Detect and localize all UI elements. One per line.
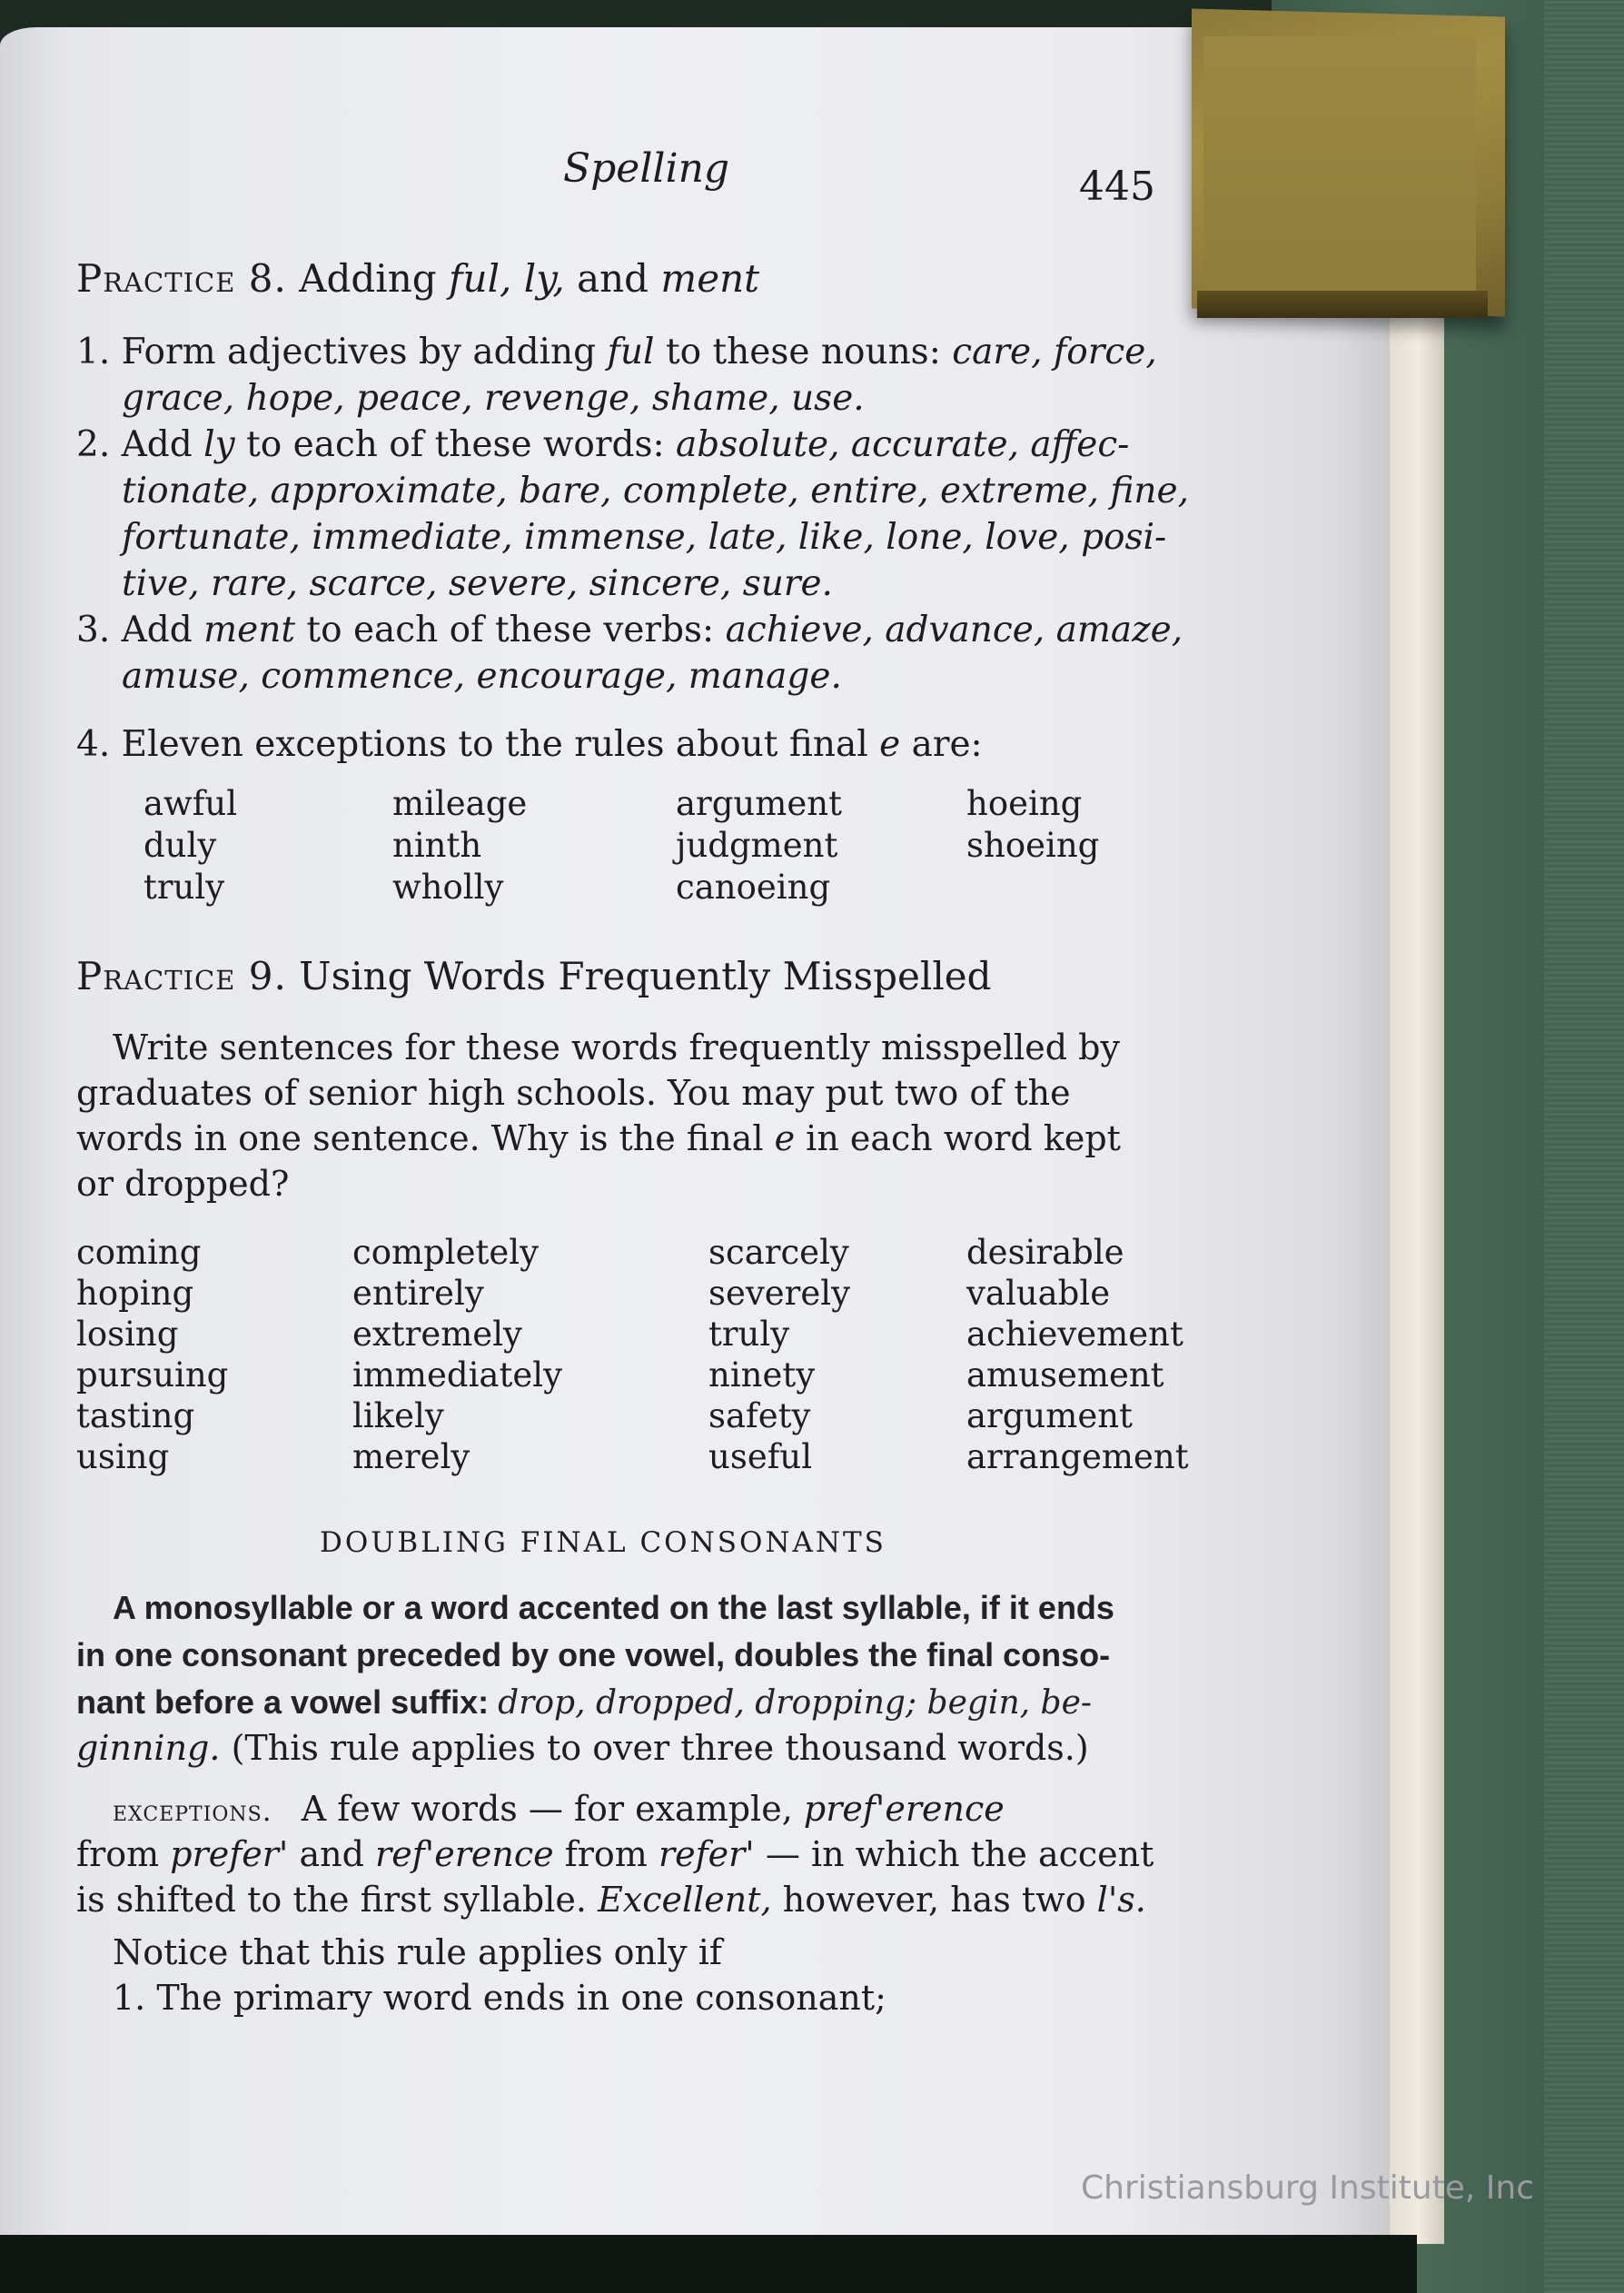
practice-9-intro-line-4: or dropped? — [76, 1164, 290, 1204]
item-text: to each of these words: — [246, 424, 665, 465]
exceptions-line-2 — [76, 1831, 1154, 1877]
exceptions-word: Excellent, — [598, 1880, 772, 1920]
practice-8-title-and: and — [577, 256, 649, 301]
practice-9-title: Using Words Frequently Misspelled — [299, 954, 992, 998]
exceptions-text: from — [564, 1834, 648, 1874]
notice-line: Notice that this rule applies only if — [113, 1932, 722, 1972]
list-item: coming — [76, 1233, 202, 1272]
exceptions-label: exceptions. — [113, 1795, 272, 1828]
condition-1: 1. The primary word ends in one consonant; — [113, 1978, 886, 2018]
exceptions-word: ref'erence — [375, 1834, 554, 1874]
list-item: likely — [352, 1396, 444, 1435]
item-suffix: ment — [203, 610, 295, 650]
practice-8-item-3-line-1 — [76, 607, 1183, 653]
practice-8-title-word: ful, — [449, 256, 512, 301]
rule-line-4 — [76, 1725, 1089, 1771]
exceptions-word: pref'erence — [803, 1789, 1005, 1829]
practice-9-intro-line-3 — [76, 1116, 1121, 1161]
list-item: truly — [708, 1315, 790, 1354]
rule-examples: drop, dropped, dropping; begin, be- — [498, 1684, 1093, 1722]
list-item: desirable — [966, 1233, 1124, 1272]
practice-8-label: Practice 8. — [76, 256, 287, 301]
item-text: to each of these verbs: — [306, 610, 715, 650]
list-item: scarcely — [708, 1233, 849, 1272]
list-item: wholly — [392, 868, 504, 907]
item-number: 2. — [76, 424, 111, 465]
item-suffix: ful — [607, 332, 655, 372]
rule-note: (This rule applies to over three thousand words.) — [231, 1728, 1089, 1768]
practice-8-item-1-line-2: grace, hope, peace, revenge, shame, use. — [122, 378, 865, 419]
rule-text: nant before a vowel suffix: — [76, 1683, 490, 1721]
list-item: merely — [352, 1437, 470, 1476]
rule-line-2: in one consonant preceded by one vowel, doubles the final conso- — [76, 1636, 1111, 1673]
practice-9-heading — [76, 954, 992, 998]
practice-9-label: Practice 9. — [76, 954, 287, 998]
list-item: tasting — [76, 1396, 195, 1435]
item-text: Form adjectives by adding — [121, 332, 597, 372]
practice-9-intro-line-1: Write sentences for these words frequently misspelled by — [113, 1027, 1120, 1067]
item-suffix: ly — [203, 424, 235, 465]
practice-8-item-1-line-1 — [76, 329, 1157, 375]
list-item: pursuing — [76, 1355, 229, 1395]
item-text: Add — [121, 610, 193, 650]
list-item: entirely — [352, 1274, 484, 1313]
list-item: ninth — [392, 826, 482, 865]
section-heading: DOUBLING FINAL CONSONANTS — [320, 1526, 886, 1559]
exceptions-text: — in which the accent — [765, 1834, 1154, 1874]
practice-9-intro-line-2: graduates of senior high schools. You may put two of the — [76, 1073, 1071, 1113]
page-number: 445 — [1079, 164, 1155, 210]
intro-letter: e — [774, 1118, 796, 1158]
rule-line-1: A monosyllable or a word accented on the last syllable, if it ends — [113, 1589, 1114, 1626]
item-number: 4. — [76, 724, 111, 765]
item-words: absolute, accurate, affec- — [676, 424, 1130, 465]
list-item: valuable — [966, 1274, 1111, 1313]
list-item: ninety — [708, 1355, 816, 1395]
exceptions-line-3 — [76, 1877, 1146, 1922]
list-item: shoeing — [966, 826, 1100, 865]
list-item: mileage — [392, 784, 528, 823]
running-head: Spelling — [563, 145, 730, 192]
list-item: losing — [76, 1315, 179, 1354]
list-item: truly — [144, 868, 225, 907]
list-item: canoeing — [676, 868, 831, 907]
list-item: extremely — [352, 1315, 522, 1354]
item-text: Eleven exceptions to the rules about final — [121, 724, 868, 765]
list-item: argument — [966, 1396, 1133, 1435]
practice-8-item-2-line-3: fortunate, immediate, immense, late, like, lone, love, posi- — [122, 517, 1167, 558]
exceptions-text: from — [76, 1834, 160, 1874]
item-text: Add — [121, 424, 193, 465]
list-item: useful — [708, 1437, 813, 1476]
exceptions-text: is shifted to the first syllable. — [76, 1880, 587, 1920]
rule-example: ginning. — [76, 1728, 221, 1768]
list-item: severely — [708, 1274, 851, 1313]
list-item: amusement — [966, 1355, 1164, 1395]
list-item: immediately — [352, 1355, 562, 1395]
practice-8-title-word: ly, — [523, 256, 565, 301]
item-text: are: — [911, 724, 983, 765]
list-item: arrangement — [966, 1437, 1189, 1476]
exceptions-text: and — [299, 1834, 364, 1874]
intro-text: words in one sentence. Why is the final — [76, 1118, 764, 1158]
exceptions-word: refer' — [658, 1834, 755, 1874]
item-words: achieve, advance, amaze, — [725, 610, 1183, 650]
practice-8-item-4 — [76, 721, 983, 768]
item-number: 1. — [76, 332, 111, 372]
list-item: achievement — [966, 1315, 1183, 1354]
exceptions-text: A few words — for example, — [301, 1789, 793, 1829]
practice-8-title-prefix: Adding — [299, 256, 437, 301]
list-item: hoeing — [966, 784, 1083, 823]
item-words: care, force, — [952, 332, 1157, 372]
exceptions-word: l's. — [1096, 1880, 1146, 1920]
item-text: to these nouns: — [665, 332, 941, 372]
list-item: awful — [144, 784, 238, 823]
exceptions-line-1 — [113, 1786, 1005, 1834]
list-item: duly — [144, 826, 217, 865]
list-item: using — [76, 1437, 170, 1476]
practice-8-heading — [76, 256, 759, 301]
item-letter: e — [879, 724, 901, 765]
list-item: hoping — [76, 1274, 194, 1313]
exceptions-text: however, has two — [782, 1880, 1086, 1920]
list-item: completely — [352, 1233, 539, 1272]
exceptions-word: prefer' — [170, 1834, 289, 1874]
practice-8-item-2-line-4: tive, rare, scarce, severe, sincere, sure. — [122, 563, 833, 604]
rule-line-3 — [76, 1679, 1092, 1727]
practice-8-title-word: ment — [660, 256, 760, 301]
practice-8-item-3-line-2: amuse, commence, encourage, manage. — [122, 656, 842, 697]
list-item: safety — [708, 1396, 811, 1435]
practice-8-item-2-line-2: tionate, approximate, bare, complete, entire, extreme, fine, — [122, 471, 1189, 511]
intro-text: in each word kept — [806, 1118, 1121, 1158]
list-item: argument — [676, 784, 842, 823]
watermark: Christiansburg Institute, Inc — [1081, 2169, 1535, 2207]
list-item: judgment — [676, 826, 838, 865]
practice-8-item-2-line-1 — [76, 422, 1129, 468]
item-number: 3. — [76, 610, 111, 650]
